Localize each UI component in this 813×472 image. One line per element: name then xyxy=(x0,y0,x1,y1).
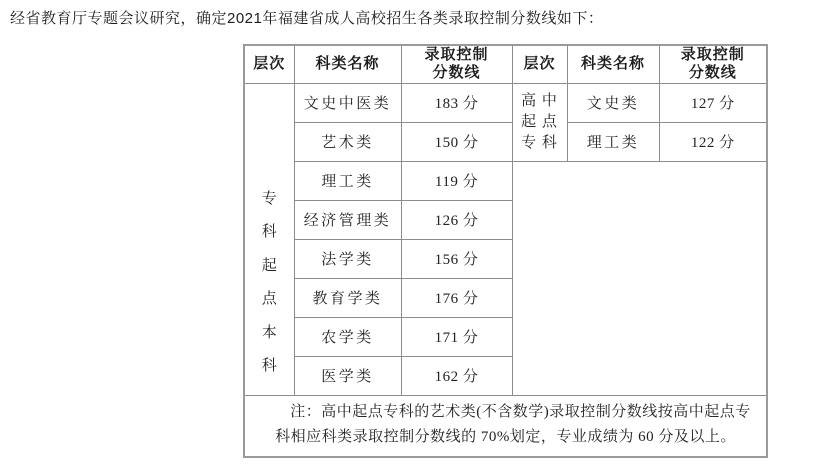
category-cell: 经济管理类 xyxy=(294,200,401,239)
category-cell: 医学类 xyxy=(294,356,401,395)
score-cell: 150 分 xyxy=(401,122,512,161)
level-cell-gaozhong-qidian-zhuanke xyxy=(512,83,567,161)
header-score-left-line2: 分数线 xyxy=(432,64,481,82)
score-cell: 119 分 xyxy=(401,161,512,200)
header-level-right-label: 层次 xyxy=(523,55,556,73)
header-row xyxy=(244,45,767,83)
category-cell: 农学类 xyxy=(294,317,401,356)
header-category-left-label: 科类名称 xyxy=(315,55,380,73)
category-cell: 法学类 xyxy=(294,239,401,278)
category-cell: 文史中医类 xyxy=(294,83,401,122)
score-cell: 126 分 xyxy=(401,200,512,239)
score-cell: 162 分 xyxy=(401,356,512,395)
score-cell: 171 分 xyxy=(401,317,512,356)
category-cell: 理工类 xyxy=(294,161,401,200)
category-cell: 艺术类 xyxy=(294,122,401,161)
score-cell: 127 分 xyxy=(659,83,767,122)
note-cell xyxy=(244,395,767,457)
header-score-left xyxy=(401,45,512,83)
header-category-right xyxy=(567,45,659,83)
note-text: 注：高中起点专科的艺术类(不含数学)录取控制分数线按高中起点专科相应科类录取控制分数线的 70%划定，专业成绩为 60 分及以上。 xyxy=(275,403,751,445)
score-cell: 156 分 xyxy=(401,239,512,278)
header-category-left xyxy=(294,45,401,83)
header-score-left-line1: 录取控制 xyxy=(424,46,489,64)
score-cell: 122 分 xyxy=(659,122,767,161)
note-row xyxy=(244,395,767,457)
level-line: 专 科 xyxy=(521,134,558,151)
header-level-right xyxy=(512,45,567,83)
level-line: 起 点 xyxy=(521,113,558,130)
intro-text: 经省教育厅专题会议研究，确定2021年福建省成人高校招生各类录取控制分数线如下： xyxy=(10,10,604,27)
level-cell-zhuanke-qidian-benke xyxy=(244,83,294,395)
level-line: 高 中 xyxy=(521,92,558,109)
header-score-right xyxy=(659,45,767,83)
score-cell: 183 分 xyxy=(401,83,512,122)
category-cell: 理工类 xyxy=(567,122,659,161)
level-vertical-label: 专科起点本科 xyxy=(261,190,277,374)
score-cell: 176 分 xyxy=(401,278,512,317)
header-level-left-label: 层次 xyxy=(253,55,286,73)
category-cell: 教育学类 xyxy=(294,278,401,317)
header-category-right-label: 科类名称 xyxy=(580,55,645,73)
category-cell: 文史类 xyxy=(567,83,659,122)
table-row xyxy=(244,161,767,200)
table-row xyxy=(244,122,767,161)
table-row xyxy=(244,83,767,122)
header-score-right-line2: 分数线 xyxy=(688,64,737,82)
admission-score-table xyxy=(243,44,768,458)
empty-region xyxy=(512,161,767,395)
header-score-right-line1: 录取控制 xyxy=(680,46,745,64)
header-level-left xyxy=(244,45,294,83)
